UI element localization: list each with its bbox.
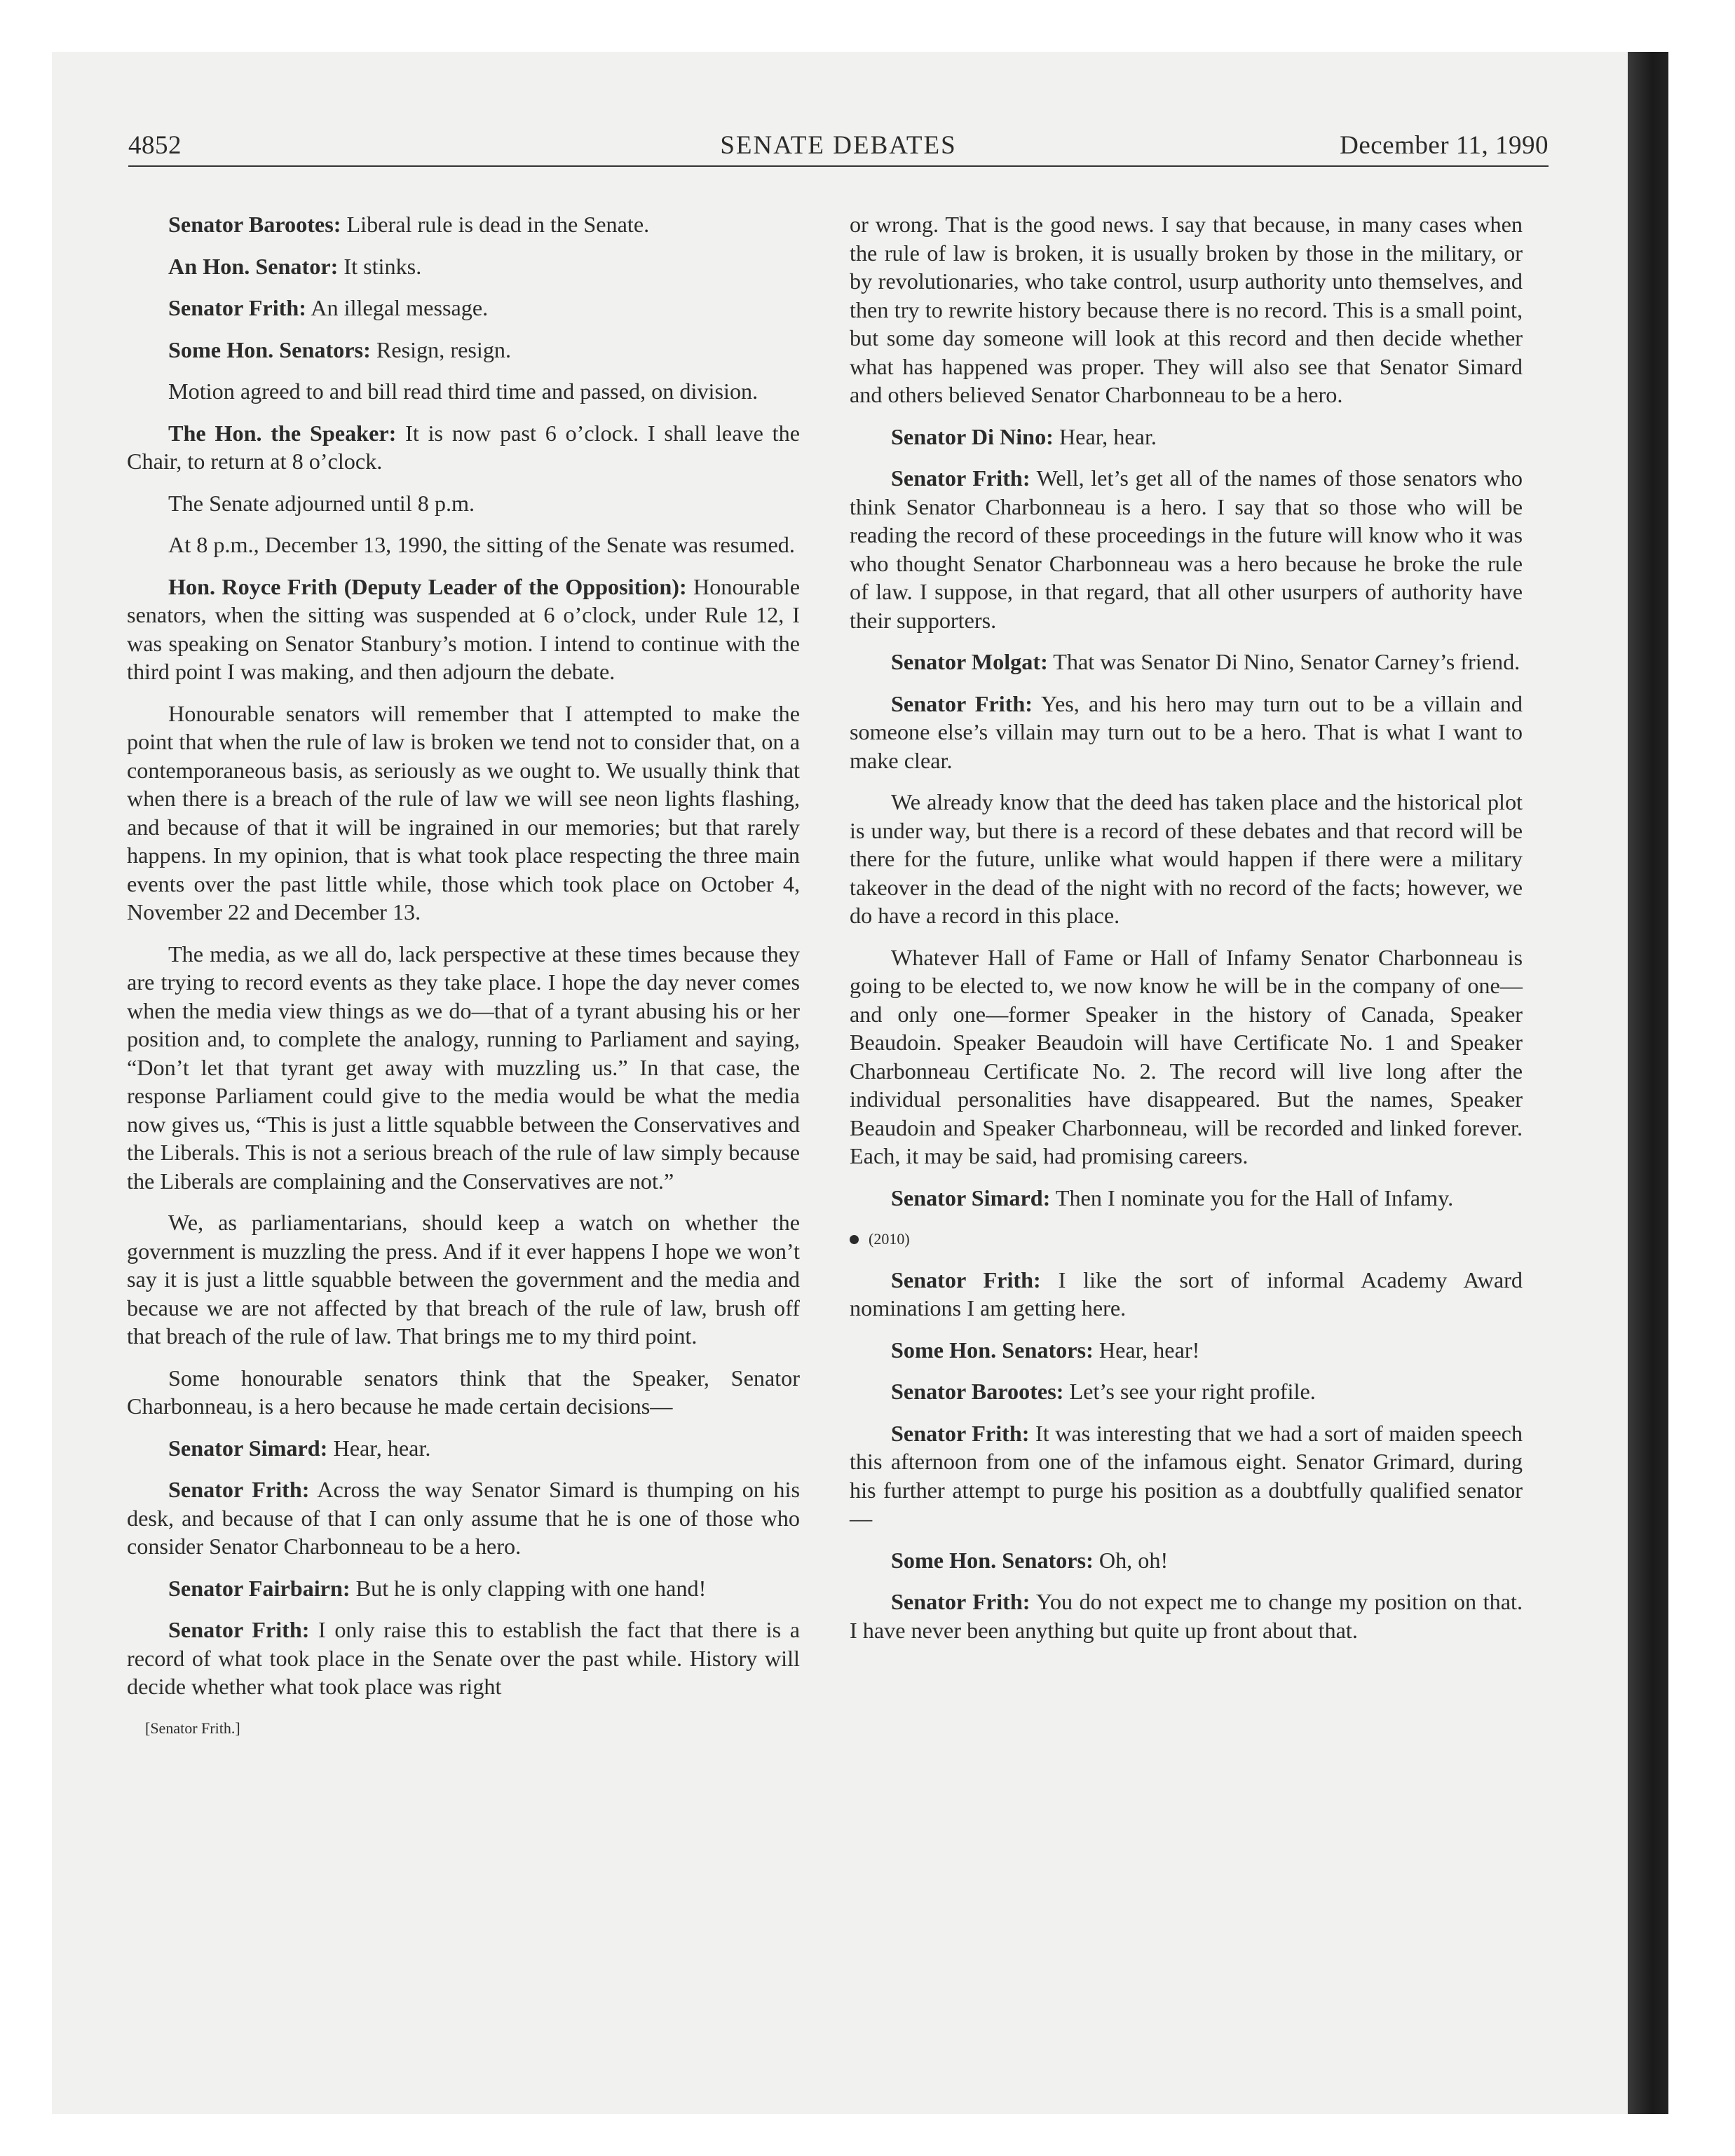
- speaker-name: Some Hon. Senators:: [891, 1547, 1094, 1573]
- speaker-name: Some Hon. Senators:: [168, 336, 371, 362]
- paragraph: [127, 336, 800, 364]
- paragraph-text: I only raise this to establish the fact that there is a record of what took place in the Senate over the past while. History will decide whether what took place was right: [127, 1617, 800, 1699]
- paragraph-text: At 8 p.m., December 13, 1990, the sitting of the Senate was resumed.: [168, 532, 795, 557]
- paragraph-text: The Senate adjourned until 8 p.m.: [168, 490, 475, 516]
- paragraph-text: But he is only clapping with one hand!: [350, 1575, 707, 1601]
- bullet-icon: [850, 1235, 859, 1244]
- right-column: [850, 210, 1523, 1658]
- speaker-name: Senator Frith:: [891, 690, 1033, 716]
- running-title: SENATE DEBATES: [720, 131, 957, 160]
- speaker-name: Senator Simard:: [168, 1435, 328, 1461]
- paragraph: [127, 1208, 800, 1351]
- paragraph-text: Motion agreed to and bill read third time and passed, on division.: [168, 378, 758, 404]
- paragraph: [850, 423, 1523, 451]
- paragraph: [127, 1434, 800, 1463]
- paragraph-text: An illegal message.: [306, 295, 489, 320]
- paragraph-text: It is now past 6 o’clock. I shall leave the Chair, to return at 8 o’clock.: [127, 420, 800, 474]
- paragraph-text: Oh, oh!: [1093, 1547, 1169, 1573]
- paragraph-text: or wrong. That is the good news. I say that because, in many cases when the rule of law is broken, it is usually broken by those in the military, or by revolutionaries, who take control, usurp authority unto themselves, and then try to rewrite history because there is no record. This is a small point, but some day someone will look at this record and then decide whether what has happened was proper. They will also see that Senator Simard and others believed Senator Charbonneau to be a hero.: [850, 212, 1523, 407]
- paragraph: [127, 1616, 800, 1701]
- paragraph: [850, 1377, 1523, 1406]
- scan-edge: [1628, 52, 1668, 2114]
- speaker-name: Senator Fairbairn:: [168, 1575, 351, 1601]
- paragraph: [850, 690, 1523, 775]
- paragraph: [127, 1475, 800, 1561]
- speaker-name: Senator Frith:: [168, 1477, 310, 1502]
- speaker-name: Some Hon. Senators:: [891, 1337, 1094, 1363]
- speaker-name: An Hon. Senator:: [168, 253, 339, 279]
- paragraph-text: It stinks.: [338, 253, 422, 279]
- paragraph-text: You do not expect me to change my position on that. I have never been anything but quite up front about that.: [850, 1589, 1523, 1643]
- speaker-name: Senator Barootes:: [168, 212, 341, 237]
- paragraph-text: We, as parliamentarians, should keep a watch on whether the government is muzzling the press. And if it ever happens I hope we won’t say it is just a little squabble between the government and the media and because we are not affected by that breach of the rule of law, brush off that breach of the rule of law. That brings me to my third point.: [127, 1210, 800, 1349]
- page-number: 4852: [128, 131, 182, 160]
- speaker-name: Senator Frith:: [891, 1589, 1030, 1614]
- paragraph-text: Hear, hear!: [1093, 1337, 1200, 1363]
- paragraph-text: That was Senator Di Nino, Senator Carney’s friend.: [1047, 649, 1520, 674]
- paragraph: [127, 700, 800, 927]
- paragraph-text: Whatever Hall of Fame or Hall of Infamy Senator Charbonneau is going to be elected to, we now know he will be in the company of one—and only one—former Speaker in the history of Canada, Speaker Beaudoin. Speaker Beaudoin will have Certificate No. 1 and Speaker Charbonneau Certificate No. 2. The record will live long after the individual personalities have disappeared. But the names, Speaker Beaudoin and Speaker Charbonneau, will be recorded and linked forever. Each, it may be said, had promising careers.: [850, 944, 1523, 1168]
- paragraph-text: Then I nominate you for the Hall of Infamy.: [1050, 1185, 1454, 1210]
- speaker-name: Senator Molgat:: [891, 649, 1048, 674]
- paragraph: [127, 531, 800, 559]
- header-rule: [128, 165, 1549, 167]
- paragraph: [850, 943, 1523, 1171]
- paragraph-text: Liberal rule is dead in the Senate.: [341, 212, 650, 237]
- paragraph: [127, 377, 800, 406]
- paragraph-text: Let’s see your right profile.: [1063, 1379, 1316, 1404]
- paragraph-text: Hear, hear.: [1053, 423, 1157, 449]
- paragraph: [850, 648, 1523, 676]
- paragraph: [127, 940, 800, 1196]
- paragraph-text: Well, let’s get all of the names of those senators who think Senator Charbonneau is a hero. I say that so those who will be reading the record of these proceedings in the future will know who it was who thought Senator Charbonneau was a hero because he broke the rule of law. I suppose, in that regard, that all other usurpers of authority have their supporters.: [850, 465, 1523, 633]
- paragraph: [850, 1588, 1523, 1644]
- paragraph: [127, 294, 800, 322]
- speaker-name: Senator Frith:: [168, 295, 306, 320]
- paragraph: [127, 419, 800, 476]
- speaker-name: Senator Frith:: [891, 1267, 1041, 1292]
- paragraph: [850, 1419, 1523, 1533]
- paragraph: [850, 210, 1523, 409]
- page-date: December 11, 1990: [1340, 131, 1549, 160]
- paragraph: [127, 1364, 800, 1421]
- speaker-name: The Hon. the Speaker:: [168, 420, 397, 446]
- paragraph: [850, 1266, 1523, 1323]
- page-header: [128, 130, 1549, 164]
- paragraph: [850, 1546, 1523, 1575]
- paragraph-text: The media, as we all do, lack perspective at these times because they are trying to record events as they take place. I hope the day never comes when the media view things as we do—that of a tyrant abusing his or her position and, to complete the analogy, running to Parliament and saying, “Don’t let that tyrant get away with muzzling us.” In that case, the response Parliament could give to the media would be what the media now gives us, “This is just a little squabble between the Conservatives and the Liberals. This is not a serious breach of the rule of law simply because the Liberals are complaining and the Conservatives are not.”: [127, 941, 800, 1194]
- speaker-name: Senator Frith:: [891, 1420, 1030, 1446]
- paragraph: [850, 1336, 1523, 1365]
- paragraph: [850, 788, 1523, 930]
- paragraph: [127, 252, 800, 281]
- speaker-name: Senator Di Nino:: [891, 423, 1054, 449]
- paragraph-text: Honourable senators, when the sitting was suspended at 6 o’clock, under Rule 12, I was speaking on Senator Stanbury’s motion. I intend to continue with the third point I was making, and then adjourn the debate.: [127, 573, 800, 684]
- column-footnote: [Senator Frith.]: [145, 1719, 240, 1737]
- paragraph: [850, 464, 1523, 634]
- paragraph-text: Honourable senators will remember that I attempted to make the point that when the rule of law is broken we tend not to consider that, on a contemporaneous basis, as seriously as we ought to. We usually think that when there is a breach of the rule of law we will see neon lights flashing, and because of that it will be ingrained in our memories; but that rarely happens. In my opinion, that is what took place respecting the three main events over the past little while, those which took place on October 4, November 22 and December 13.: [127, 700, 800, 925]
- paragraph-text: Yes, and his hero may turn out to be a villain and someone else’s villain may turn out to be a hero. That is what I want to make clear.: [850, 690, 1523, 773]
- paragraph-text: Across the way Senator Simard is thumping on his desk, and because of that I can only assume that he is one of those who consider Senator Charbonneau to be a hero.: [127, 1477, 800, 1559]
- time-marker-label: (2010): [869, 1230, 910, 1248]
- paragraph-text: Some honourable senators think that the Speaker, Senator Charbonneau, is a hero because he made certain decisions—: [127, 1365, 800, 1419]
- time-marker: [850, 1225, 1523, 1254]
- left-column: [127, 210, 800, 1742]
- paragraph: [127, 489, 800, 518]
- paragraph-text: I like the sort of informal Academy Award nominations I am getting here.: [850, 1267, 1523, 1321]
- speaker-name: Senator Simard:: [891, 1185, 1051, 1210]
- paragraph-text: We already know that the deed has taken place and the historical plot is under way, but there is a record of these debates and that record will be there for the future, unlike what would happen if there were a military takeover in the dead of the night with no record of the facts; however, we do have a record in this place.: [850, 789, 1523, 928]
- paragraph-text: Resign, resign.: [370, 336, 512, 362]
- speaker-name: Hon. Royce Frith (Deputy Leader of the Opposition):: [168, 573, 687, 599]
- speaker-name: Senator Frith:: [168, 1617, 310, 1642]
- paragraph: [127, 1574, 800, 1603]
- speaker-name: Senator Frith:: [891, 465, 1030, 491]
- paragraph-text: Hear, hear.: [327, 1435, 431, 1461]
- paragraph-text: It was interesting that we had a sort of maiden speech this afternoon from one of the infamous eight. Senator Grimard, during his further attempt to purge his position as a doubtfully qualified senator—: [850, 1420, 1523, 1531]
- speaker-name: Senator Barootes:: [891, 1379, 1064, 1404]
- paragraph: [850, 1184, 1523, 1213]
- paragraph: [127, 573, 800, 686]
- paragraph: [127, 210, 800, 239]
